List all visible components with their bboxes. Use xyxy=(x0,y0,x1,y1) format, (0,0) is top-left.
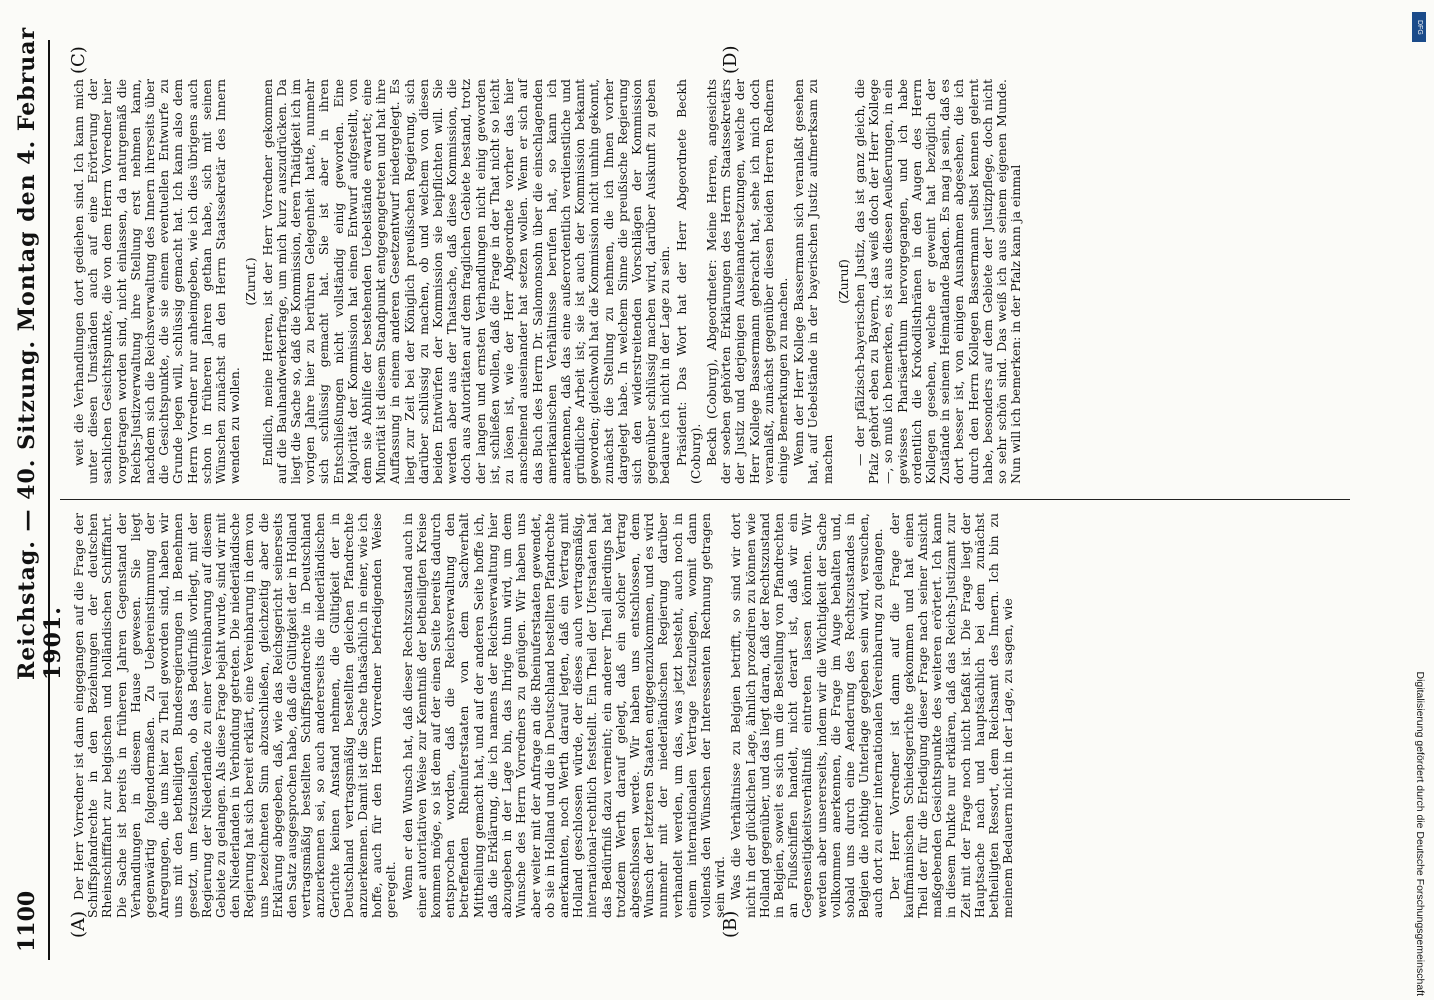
paragraph: Präsident: Das Wort hat der Herr Abgeordnete Beckh (Coburg). xyxy=(673,79,703,484)
paragraph: Endlich, meine Herren, ist der Herr Vorredner gekommen auf die Bauhandwerkerfrage, um mich kurz auszudrücken. Da liegt die Sache so, daß die Kommission, deren Thätigkeit ich im vorigen Jahre hier zu berühren Gelegenheit hatte, nunmehr sich schlüssig gemacht hat. Sie ist aber in ihren Entschließungen nicht vollständig einig geworden. Eine Majorität der Kommission hat einen Entwurf aufgestellt, von dem sie Abhilfe der bestehenden Uebelstände erwartet; eine Minorität ist diesem Standpunkt entgegengetreten und hat ihre Auffassung in einem anderen Gesetzentwurf niedergelegt. Es liegt zur Zeit bei der Königlich preußischen Regierung, sich darüber schlüssig zu machen, ob und welchem von diesen beiden Entwürfen der Kommission sie beipflichten will. Sie werden aber aus der Thatsache, daß diese Kommission, die doch aus Autoritäten auf dem fraglichen Gebiete bestand, trotz der langen und ernsten Verhandlungen nicht einig geworden ist, schließen wollen, daß die Frage in der That nicht so leicht zu lösen ist, wie der Herr Abgeordnete vorher das hier anscheinend auseinander hat setzen wollen. Wenn er sich auf das Buch des Herrn Dr. Salomonsohn über die einschlagenden amerikanischen Verhältnisse berufen hat, so kann ich anerkennen, daß das eine außerordentlich verdienstliche und gründliche Arbeit ist; sie ist auch der Kommission bekannt geworden; gleichwohl hat die Kommission nicht umhin gekonnt, zunächst die Stellung zu nehmen, die ich Ihnen vorher dargelegt habe. In welchem Sinne die preußische Regierung sich den widerstreitenden Vorschlägen der Kommission gegenüber schlüssig machen wird, darüber Auskunft zu geben bedaure ich nicht in der Lage zu sein. xyxy=(259,79,673,484)
digitization-sidebar xyxy=(1410,6,1430,996)
paragraph: Der Herr Vorredner ist dann eingegangen auf die Frage der Schiffspfandrechte in den Beziehungen der deutschen Rheinschifffahrt zur belgischen und holländischen Schifffahrt. Die Sache ist bereits in früheren Jahren Gegenstand der Verhandlungen in diesem Hause gewesen. Sie liegt gegenwärtig folgendermaßen. Zu Uebereinstimmung der Anregungen, die uns hier zu Theil geworden sind, haben wir uns mit den betheiligten Bundesregierungen in Benehmen gesetzt, um festzustellen, ob das Bedürfniß vorliegt, mit der Regierung der Niederlande zu einer Vereinbarung auf diesem Gebiete zu gelangen. Als diese Frage bejaht wurde, sind wir mit den Niederlanden in Verbindung getreten. Die niederländische Regierung hat sich bereit erklärt, eine Vereinbarung in dem von uns bezeichneten Sinn abzuschließen, gleichzeitig aber die Erklärung abgegeben, daß, wie das Reichsgericht seinerseits den Satz ausgesprochen habe, daß die Gültigkeit der in Holland vertragsmäßig bestellten Schiffspfandrechte in Deutschland anzuerkennen sei, so auch andererseits die niederländischen Gerichte keinen Anstand nehmen, die Gültigkeit der in Deutschland vertragsmäßig bestellten gleichen Pfandrechte anzuerkennen. Damit ist die Sache thatsächlich in einer, wie ich hoffe, auch für den Herrn Vorredner befriedigenden Weise geregelt. xyxy=(71,513,399,918)
paragraph: Wenn der Herr Kollege Bassermann sich veranlaßt gesehen hat, auf Uebelstände in der bayerischen Justiz aufmerksam zu machen xyxy=(791,79,835,484)
dfg-logo: DFG xyxy=(1412,12,1426,42)
paragraph: — der pfälzisch-bayerischen Justiz, das ist ganz gleich, die Pfalz gehört eben zu Bayern, das weiß doch der Herr Kollege —, so muß ich bemerken, es ist aus diesen Aeußerungen, in ein gewisses Pharisäerthum hervorgegangen, und ich habe ordentlich die Krokodilsthränen in den Augen des Herrn Kollegen gesehen, welche er geweint hat bezüglich der Zustände in seinem Heimatlande Baden. Es mag ja sein, daß es dort besser ist, von einigen Ausnahmen abgesehen, die ich durch den Herrn Kollegen Bassermann selbst kennen gelernt habe, besonders auf dem Gebiete der Justizpflege, doch nicht so sehr schön sind. Das weiß ich aus seinem eigenen Munde. Nun will ich bemerken: in der Pfalz kann ja einmal xyxy=(851,79,1024,484)
paragraph: weit die Verhandlungen dort gediehen sind. Ich kann mich unter diesen Umständen auch auf eine Erörterung der sachlichen Gesichtspunkte, die von dem Herrn Vorredner hier vorgetragen worden sind, nicht einlassen, da naturgemäß die Reichs-Justizverwaltung ihre Stellung erst nehmen kann, nachdem sich die Reichsverwaltung des Innern ihrerseits über die Gesichtspunkte, die sie einem eventuellen Entwurfe zu Grunde legen will, schlüssig gemacht hat. Ich kann also dem Herrn Vorredner nur anheimgeben, wie ich dies übrigens auch schon in früheren Jahren gethan habe, sich mit seinen Wünschen zunächst an den Herrn Staatssekretär des Innern wenden zu wollen. xyxy=(71,79,243,484)
margin-marker-b: (B) xyxy=(720,910,741,938)
digitization-note: Digitalisierung gefördert durch die Deutsche Forschungsgemeinschaft xyxy=(1414,671,1426,996)
page-title: Reichstag. — 40. Sitzung. Montag den 4. Februar 1901. xyxy=(14,26,66,680)
margin-marker-c: (C) xyxy=(68,46,89,74)
margin-marker-a: (A) xyxy=(68,910,89,938)
paragraph: Was die Verhältnisse zu Belgien betrifft, so sind wir dort nicht in der glücklichen Lage, ähnlich prozediren zu können wie Holland gegenüber, und das liegt daran, daß der Rechtszustand in Belgien, soweit es sich um die Bestellung von Pfandrechten an Flußschiffen handelt, nicht derart ist, daß wir ein Gegenseitigkeitsverhältniß eintreten lassen könnten. Wir werden aber unsererseits, indem wir die Wichtigkeit der Sache vollkommen anerkennen, die Frage im Auge behalten und, sobald uns durch eine Aenderung des Rechtszustandes in Belgien die nöthige Unterlage gegeben sein wird, versuchen, auch dort zu einer internationalen Vereinbarung zu gelangen. xyxy=(728,513,886,918)
interjection: (Zuruf) xyxy=(835,259,851,304)
paragraph: Wenn er den Wunsch hat, daß dieser Rechtszustand auch in einer autoritativen Weise zur Kenntniß der betheiligten Kreise kommen möge, so ist dem auf der einen Seite bereits dadurch entsprochen worden, daß die Reichsverwaltung den betreffenden Rheinuferstaaten von dem Sachverhalt Mittheilung gemacht hat, und auf der anderen Seite hoffe ich, daß die Erklärung, die ich namens der Reichsverwaltung hier abzugeben in der Lage bin, das Ihrige thun wird, um dem Wunsche des Herrn Vorredners zu genügen. Wir haben uns aber weiter mit der Anfrage an die Rheinuferstaaten gewendet, ob sie in Holland und die in Deutschland bestellten Pfandrechte anerkannten, noch Werth darauf legten, daß ein Vertrag mit Holland geschlossen würde, der dieses auch vertragsmäßig, international-rechtlich feststellt. Ein Theil der Uferstaaten hat das Bedürfniß dazu verneint; ein anderer Theil allerdings hat trotzdem Werth darauf gelegt, daß ein solcher Vertrag abgeschlossen werde. Wir haben uns entschlossen, dem Wunsch der letzteren Staaten entgegenzukommen, und es wird nunmehr mit der niederländischen Regierung darüber verhandelt werden, um das, was jetzt besteht, auch noch in einem internationalen Vertrage festzulegen, womit dann vollends den Wünschen der Interessenten Rechnung getragen sein wird. xyxy=(399,513,728,918)
paragraph: Beckh (Coburg), Abgeordneter: Meine Herren, angesichts der soeben gehörten Erklärungen des Herrn Staatssekretärs der Justiz und derjenigen Auseinandersetzungen, welche der Herr Kollege Bassermann gebracht hat, sehe ich mich doch veranlaßt, zunächst gegenüber diesen beiden Herren Rednern einige Bemerkungen zu machen. xyxy=(703,79,790,484)
header-rule xyxy=(48,40,50,960)
margin-marker-d: (D) xyxy=(720,45,741,74)
column-divider xyxy=(60,499,1350,500)
page-number: 1100 xyxy=(14,890,40,952)
interjection: (Zuruf.) xyxy=(243,257,259,306)
page-header xyxy=(0,0,66,1000)
paragraph: Der Herr Vorredner ist dann auf die Frage der kaufmännischen Schiedsgerichte gekommen und hat einen Theil der für die Erledigung dieser Frage nach seiner Ansicht maßgebenden Gesichtspunkte des weiteren erörtert. Ich kann in diesem Punkte nur erklären, daß das Reichs-Justizamt zur Zeit mit der Frage noch nicht befaßt ist. Die Frage liegt der Hauptsache nach und hauptsächlich bei dem zunächst betheiligten Ressort, dem Reichsamt des Innern. Ich bin zu meinem Bedauern nicht in der Lage, zu sagen, wie xyxy=(886,513,1016,918)
right-column xyxy=(72,79,1025,484)
left-column xyxy=(72,513,1017,918)
